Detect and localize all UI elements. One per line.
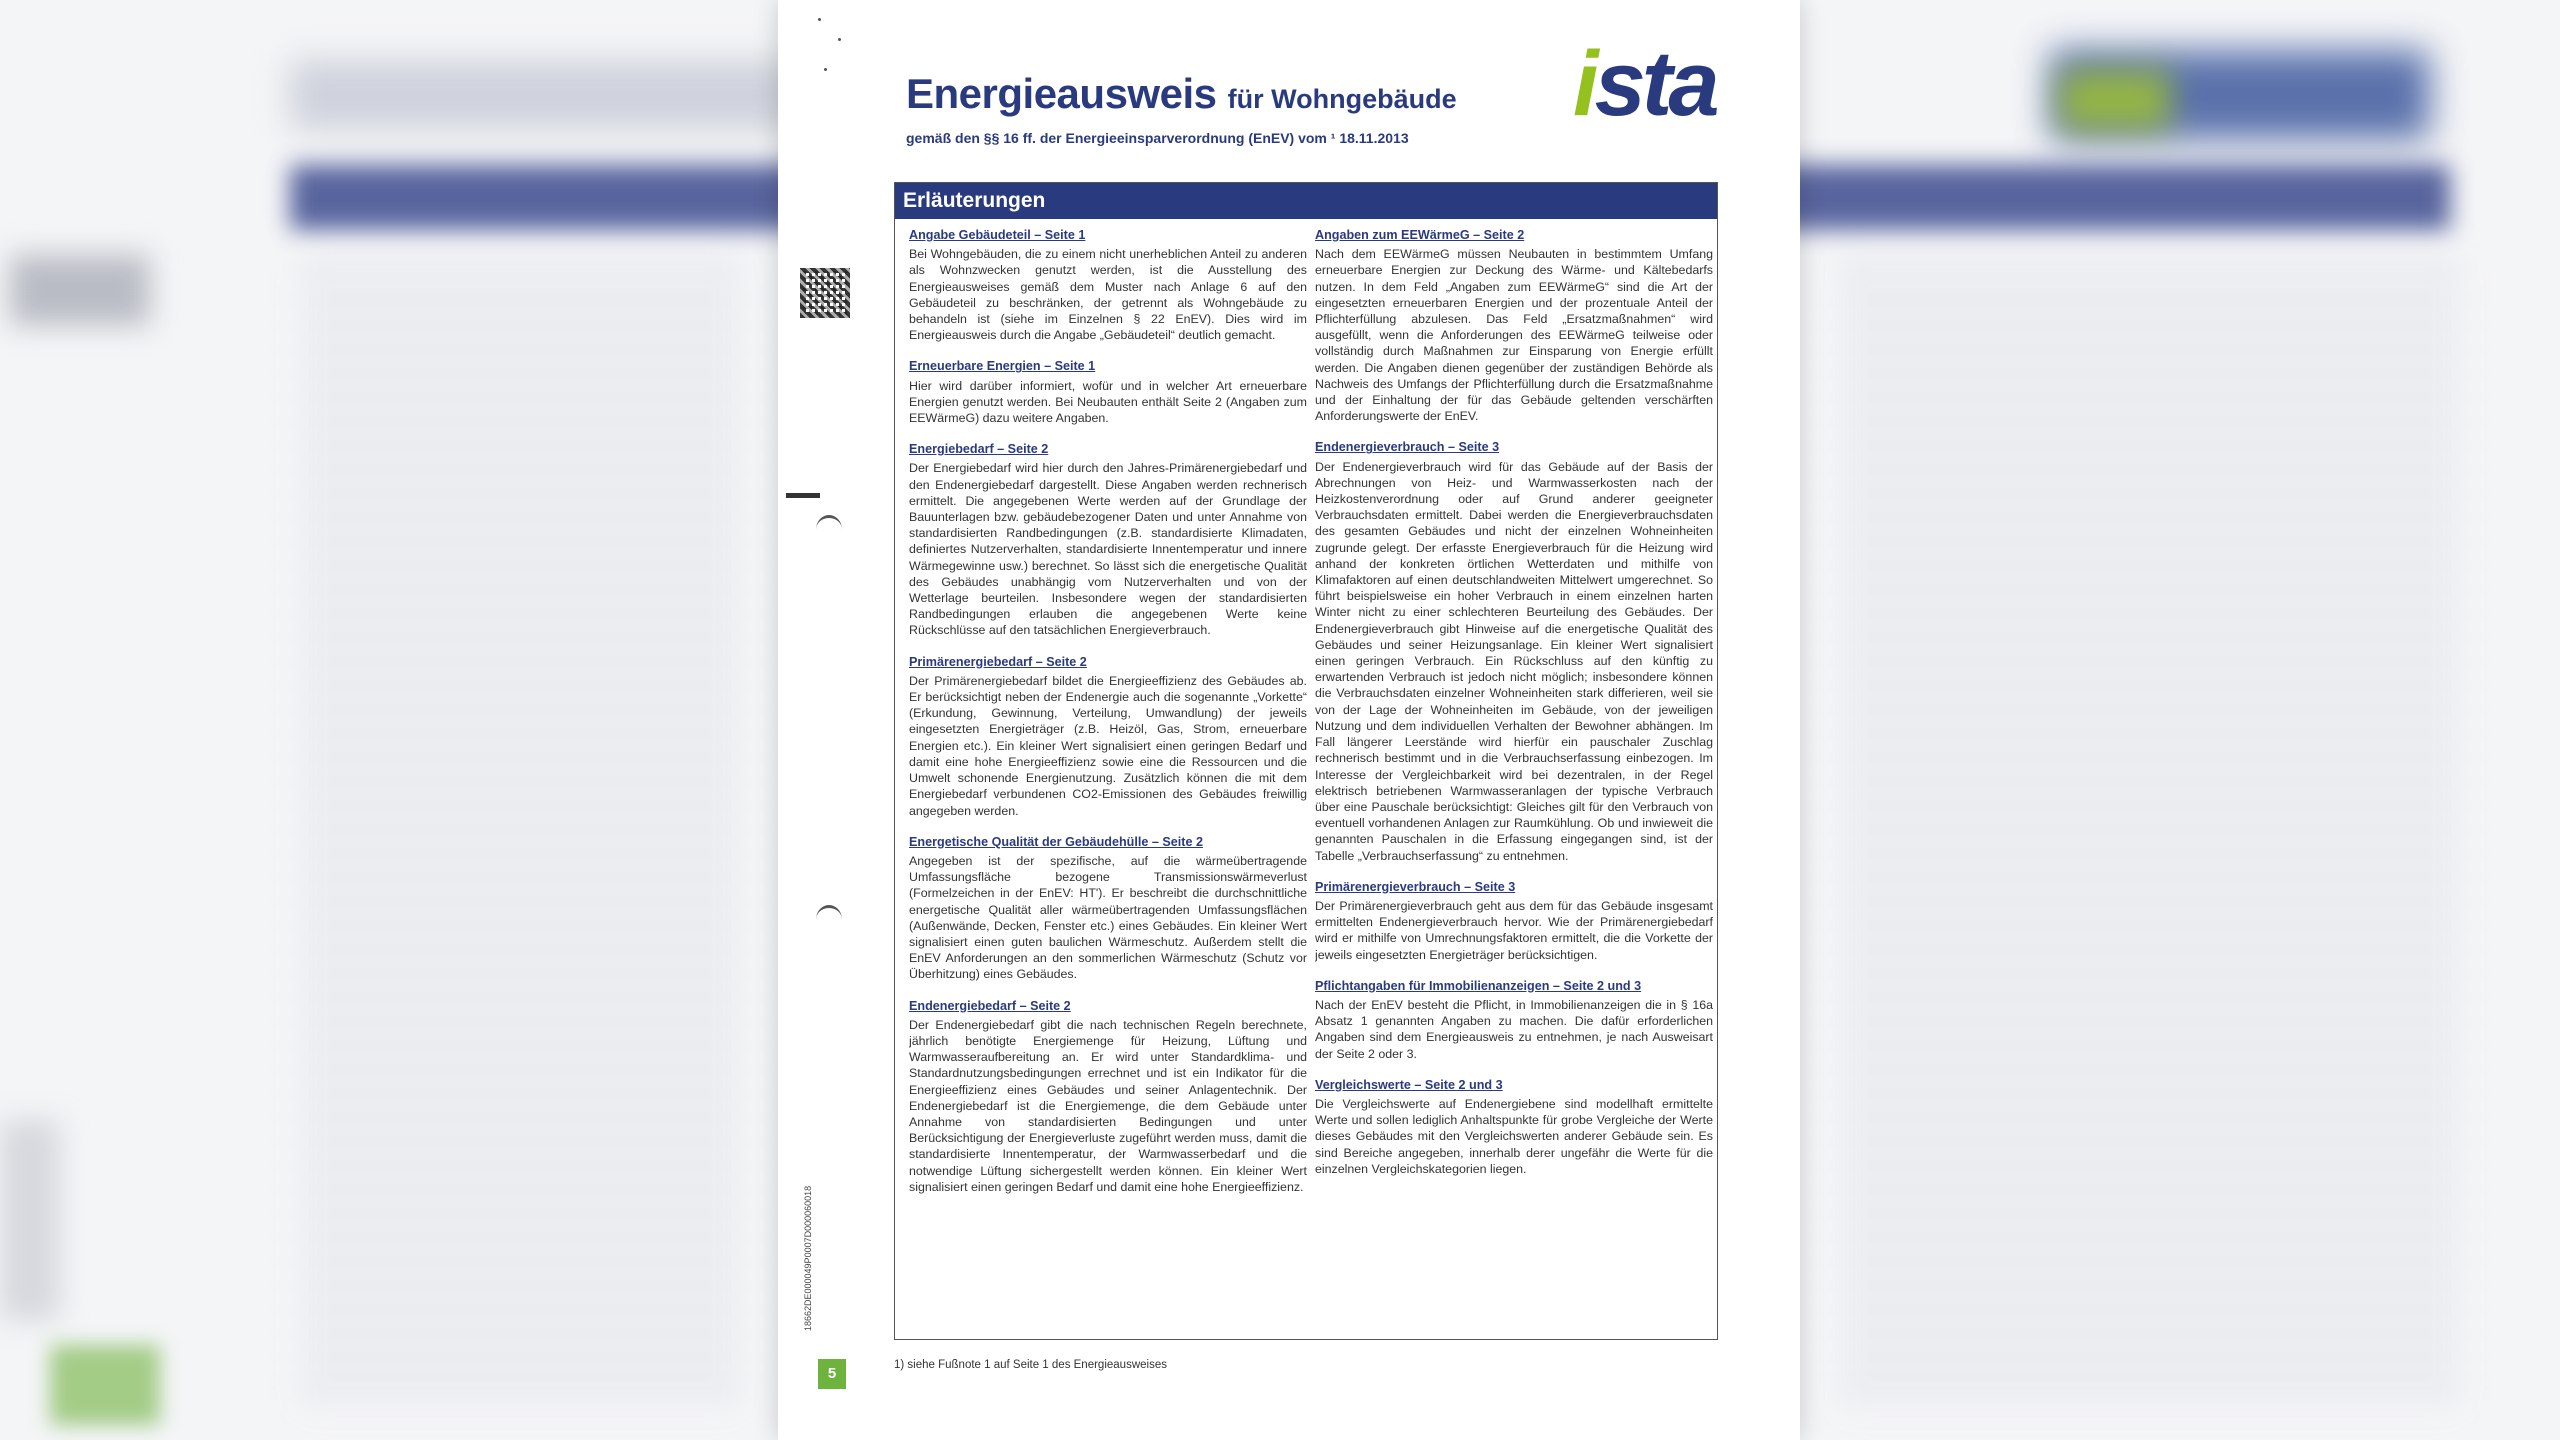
punch-hole-mark	[816, 905, 842, 934]
section-gebaeudehuelle	[909, 834, 1307, 983]
punch-hole-mark	[816, 515, 842, 544]
section-body: Nach dem EEWärmeG müssen Neubauten in bestimmtem Umfang erneuerbare Energien zur Deckung des Wärme- und Kältebedarfs nutzen. In dem Feld „Angaben zum EEWärmeG“ sind die Art der eingesetzten erneuerbaren Energien und der prozentuale Anteil der Pflichterfüllung abzulesen. Das Feld „Ersatzmaßnahmen“ wird ausgefüllt, wenn die Anforderungen des EEWärmeG teilweise oder vollständig durch Maßnahmen zur Einsparung von Energie erfüllt werden. Die Angaben dienen gegenüber der zuständigen Behörde als Nachweis des Umfangs der Pflichterfüllung durch die Ersatzmaßnahme und der Einhaltung der für das Gebäude geltenden verschärften Anforderungswerte der EnEV.	[1315, 247, 1713, 424]
section-title: Angabe Gebäudeteil – Seite 1	[909, 228, 1086, 242]
section-title: Angaben zum EEWärmeG – Seite 2	[1315, 228, 1525, 242]
section-title: Pflichtangaben für Immobilienanzeigen – Seite 2 und 3	[1315, 978, 1642, 993]
section-body: Der Primärenergiebedarf bildet die Energieeffizienz des Gebäudes ab. Er berücksichtigt neben der Endenergie auch die sogenannte „Vorkette“ (Erkundung, Gewinnung, Verteilung, Umwandlung) der jeweils eingesetzten Energieträger (z.B. Heizöl, Gas, Strom, erneuerbare Energien etc.). Ein kleiner Wert signalisiert einen geringen Bedarf und damit eine hohe Energieeffizienz sowie eine die Ressourcen und die Umwelt schonende Energienutzung. Zusätzlich können die mit dem Energiebedarf verbundenen CO2-Emissionen des Gebäudes freiwillig angegeben werden.	[909, 673, 1307, 818]
document-page	[778, 0, 1800, 1440]
document-subtitle: gemäß den §§ 16 ff. der Energieeinsparverordnung (EnEV) vom ¹ 18.11.2013	[906, 130, 1409, 146]
scan-dot	[818, 18, 821, 21]
fold-mark	[786, 493, 820, 498]
section-body: Der Endenergiebedarf gibt die nach technischen Regeln berechnete, jährlich benötigte Energiemenge für Heizung, Lüftung und Warmwasseraufbereitung an. Er wird unter Standardklima- und Standardnutzungsbedingungen errechnet und ist ein Indikator für die Energieeffizienz eines Gebäudes und seiner Anlagentechnik. Der Endenergiebedarf ist die Energiemenge, die dem Gebäude unter Annahme von standardisierten Bedingungen und unter Berücksichtigung der Energieverluste zugeführt werden muss, damit die standardisierte Innentemperatur, der Warmwasserbedarf und die notwendige Lüftung sichergestellt werden können. Ein kleiner Wert signalisiert einen geringen Bedarf und damit eine hohe Energieeffizienz.	[909, 1017, 1307, 1194]
section-title: Endenergieverbrauch – Seite 3	[1315, 440, 1500, 455]
section-body: Nach der EnEV besteht die Pflicht, in Immobilienanzeigen die in § 16a Absatz 1 genannten Angaben zu machen. Die dafür erforderlichen Angaben sind dem Energieausweis zu entnehmen, je nach Ausweisart der Seite 2 oder 3.	[1315, 997, 1713, 1061]
section-endenergieverbrauch	[1315, 439, 1713, 863]
section-primaerenergiebedarf	[909, 654, 1307, 819]
section-body: Die Vergleichswerte auf Endenergiebene sind modellhaft ermittelte Werte und sollen lediglich Anhaltspunkte für grobe Vergleiche der Werte dieses Gebäudes mit den Vergleichswerten anderer Gebäude sein. Es sind Bereiche angegeben, innerhalb derer ungefähr die Werte für die einzelnen Vergleichskategorien liegen.	[1315, 1096, 1713, 1176]
section-title: Vergleichswerte – Seite 2 und 3	[1315, 1077, 1503, 1092]
section-body: Bei Wohngebäuden, die zu einem nicht unerheblichen Anteil zu anderen als Wohnzwecken genutzt werden, ist die Ausstellung des Energieausweises gemäß dem Muster nach Anlage 6 auf den Gebäudeteil zu beschränken, der getrennt als Wohngebäude zu behandeln ist (siehe im Einzelnen § 22 EnEV). Dies wird im Energieausweis durch die Angabe „Gebäudeteil“ deutlich gemacht.	[909, 247, 1307, 343]
section-title: Erneuerbare Energien – Seite 1	[909, 359, 1096, 374]
scan-dot	[824, 68, 827, 71]
section-title: Primärenergiebedarf – Seite 2	[909, 654, 1087, 669]
section-body: Hier wird darüber informiert, wofür und in welcher Art erneuerbare Energien genutzt werden. Bei Neubauten enthält Seite 2 (Angaben zum EEWärmeG) dazu weitere Angaben.	[909, 378, 1307, 426]
right-column	[1315, 227, 1713, 1327]
blurred-blob	[10, 255, 150, 325]
section-title: Energetische Qualität der Gebäudehülle – Seite 2	[909, 834, 1203, 849]
section-pflichtangaben	[1315, 978, 1713, 1062]
section-title: Energiebedarf – Seite 2	[909, 442, 1049, 457]
page-number-badge: 5	[818, 1359, 846, 1389]
section-primaerenergieverbrauch	[1315, 879, 1713, 963]
section-title: Endenergiebedarf – Seite 2	[909, 998, 1071, 1013]
section-angabe-gebaeudeteil	[909, 227, 1307, 343]
section-header: Erläuterungen	[895, 183, 1717, 219]
left-column	[909, 227, 1307, 1327]
ista-logo: ista	[1573, 33, 1716, 135]
section-erneuerbare-energien	[909, 358, 1307, 426]
qr-code-overlay	[800, 268, 850, 318]
blurred-text-column	[300, 260, 740, 1410]
document-title	[906, 70, 1457, 118]
scan-dot	[838, 38, 841, 41]
blurred-text-column	[1840, 260, 2460, 1410]
blurred-page-number	[50, 1345, 160, 1425]
section-title: Primärenergieverbrauch – Seite 3	[1315, 879, 1516, 894]
blurred-blob	[0, 1120, 60, 1320]
side-barcode-text: 18662DE000049P0007D000060018	[803, 1185, 813, 1331]
footnote: 1) siehe Fußnote 1 auf Seite 1 des Energieausweises	[894, 1359, 1167, 1371]
explanations-panel	[894, 182, 1718, 1340]
section-energiebedarf	[909, 441, 1307, 638]
section-body: Der Primärenergieverbrauch geht aus dem für das Gebäude insgesamt ermittelten Endenergieverbrauch hervor. Wie der Primärenergiebedarf wird er mithilfe von Umrechnungsfaktoren ermittelt, die die Vorkette der jeweils eingesetzten Energieträger berücksichtigen.	[1315, 898, 1713, 962]
section-body: Angegeben ist der spezifische, auf die wärmeübertragende Umfassungsfläche bezogene Transmissionswärmeverlust (Formelzeichen in der EnEV: HT'). Er beschreibt die durchschnittliche energetische Qualität aller wärmeübertragenden Umfassungsflächen (Außenwände, Decken, Fenster etc.) eines Gebäudes. Ein kleiner Wert signalisiert einen guten baulichen Wärmeschutz. Außerdem stellt die EnEV Anforderungen an den sommerlichen Wärmeschutz (Schutz vor Überhitzung) eines Gebäudes.	[909, 853, 1307, 982]
section-endenergiebedarf	[909, 998, 1307, 1195]
section-body: Der Endenergieverbrauch wird für das Gebäude auf der Basis der Abrechnungen von Heiz- und Warmwasserkosten nach der Heizkostenverordnung oder auf Grund anderer geeigneter Verbrauchsdaten ermittelt. Dabei werden die Energieverbrauchsdaten des gesamten Gebäudes und nicht der einzelnen Wohneinheiten zugrunde gelegt. Der erfasste Energieverbrauch für die Heizung wird anhand der konkreten örtlichen Wetterdaten und mithilfe von Klimafaktoren auf einen deutschlandweiten Mittelwert umgerechnet. So führt beispielsweise ein hoher Verbrauch in einem einzelnen harten Winter nicht zu einer schlechteren Beurteilung des Gebäudes. Der Endenergieverbrauch gibt Hinweise auf die energetische Qualität des Gebäudes und seiner Heizungsanlage. Ein kleiner Wert signalisiert einen geringen Verbrauch. Ein Rückschluss auf den künftig zu erwartenden Verbrauch ist jedoch nicht möglich; insbesondere können die Verbrauchsdaten einzelner Wohneinheiten stark differieren, weil sie von der Lage der Wohneinheiten im Gebäude, von der jeweiligen Nutzung und dem individuellen Verhalten der Bewohner abhängen. Im Fall längerer Leerstände wird hierfür ein pauschaler Zuschlag rechnerisch bestimmt und in die Verbrauchserfassung einbezogen. Im Interesse der Vergleichbarkeit wird bei dezentralen, in der Regel elektrisch betriebenen Warmwasseranlagen der typische Verbrauch über eine Pauschale berücksichtigt: Gleiches gilt für den Verbrauch von eventuell vorhandenen Anlagen zur Raumkühlung. Ob und inwieweit die genannten Pauschalen in die Erfassung eingegangen sind, ist der Tabelle „Verbrauchserfassung“ zu entnehmen.	[1315, 459, 1713, 863]
title-main: Energieausweis	[906, 70, 1217, 117]
blurred-title	[290, 60, 850, 130]
blurred-logo-accent	[2060, 70, 2170, 130]
section-eewaermeg	[1315, 227, 1713, 424]
section-vergleichswerte	[1315, 1077, 1713, 1177]
title-sub: für Wohngebäude	[1227, 84, 1457, 114]
section-body: Der Energiebedarf wird hier durch den Jahres-Primärenergiebedarf und den Endenergiebedarf dargestellt. Diese Angaben werden rechnerisch ermittelt. Die angegebenen Werte werden auf der Grundlage der Bauunterlagen bzw. gebäudebezogener Daten und unter Annahme von standardisierten Randbedingungen (z.B. standardisierte Klimadaten, definiertes Nutzerverhalten, standardisierte Innentemperatur und innere Wärmegewinne usw.) berechnet. So lässt sich die energetische Qualität des Gebäudes unabhängig vom Nutzerverhalten und von der Wetterlage beurteilen. Insbesondere wegen der standardisierten Randbedingungen erlauben die angegebenen Werte keine Rückschlüsse auf den tatsächlichen Energieverbrauch.	[909, 461, 1307, 638]
